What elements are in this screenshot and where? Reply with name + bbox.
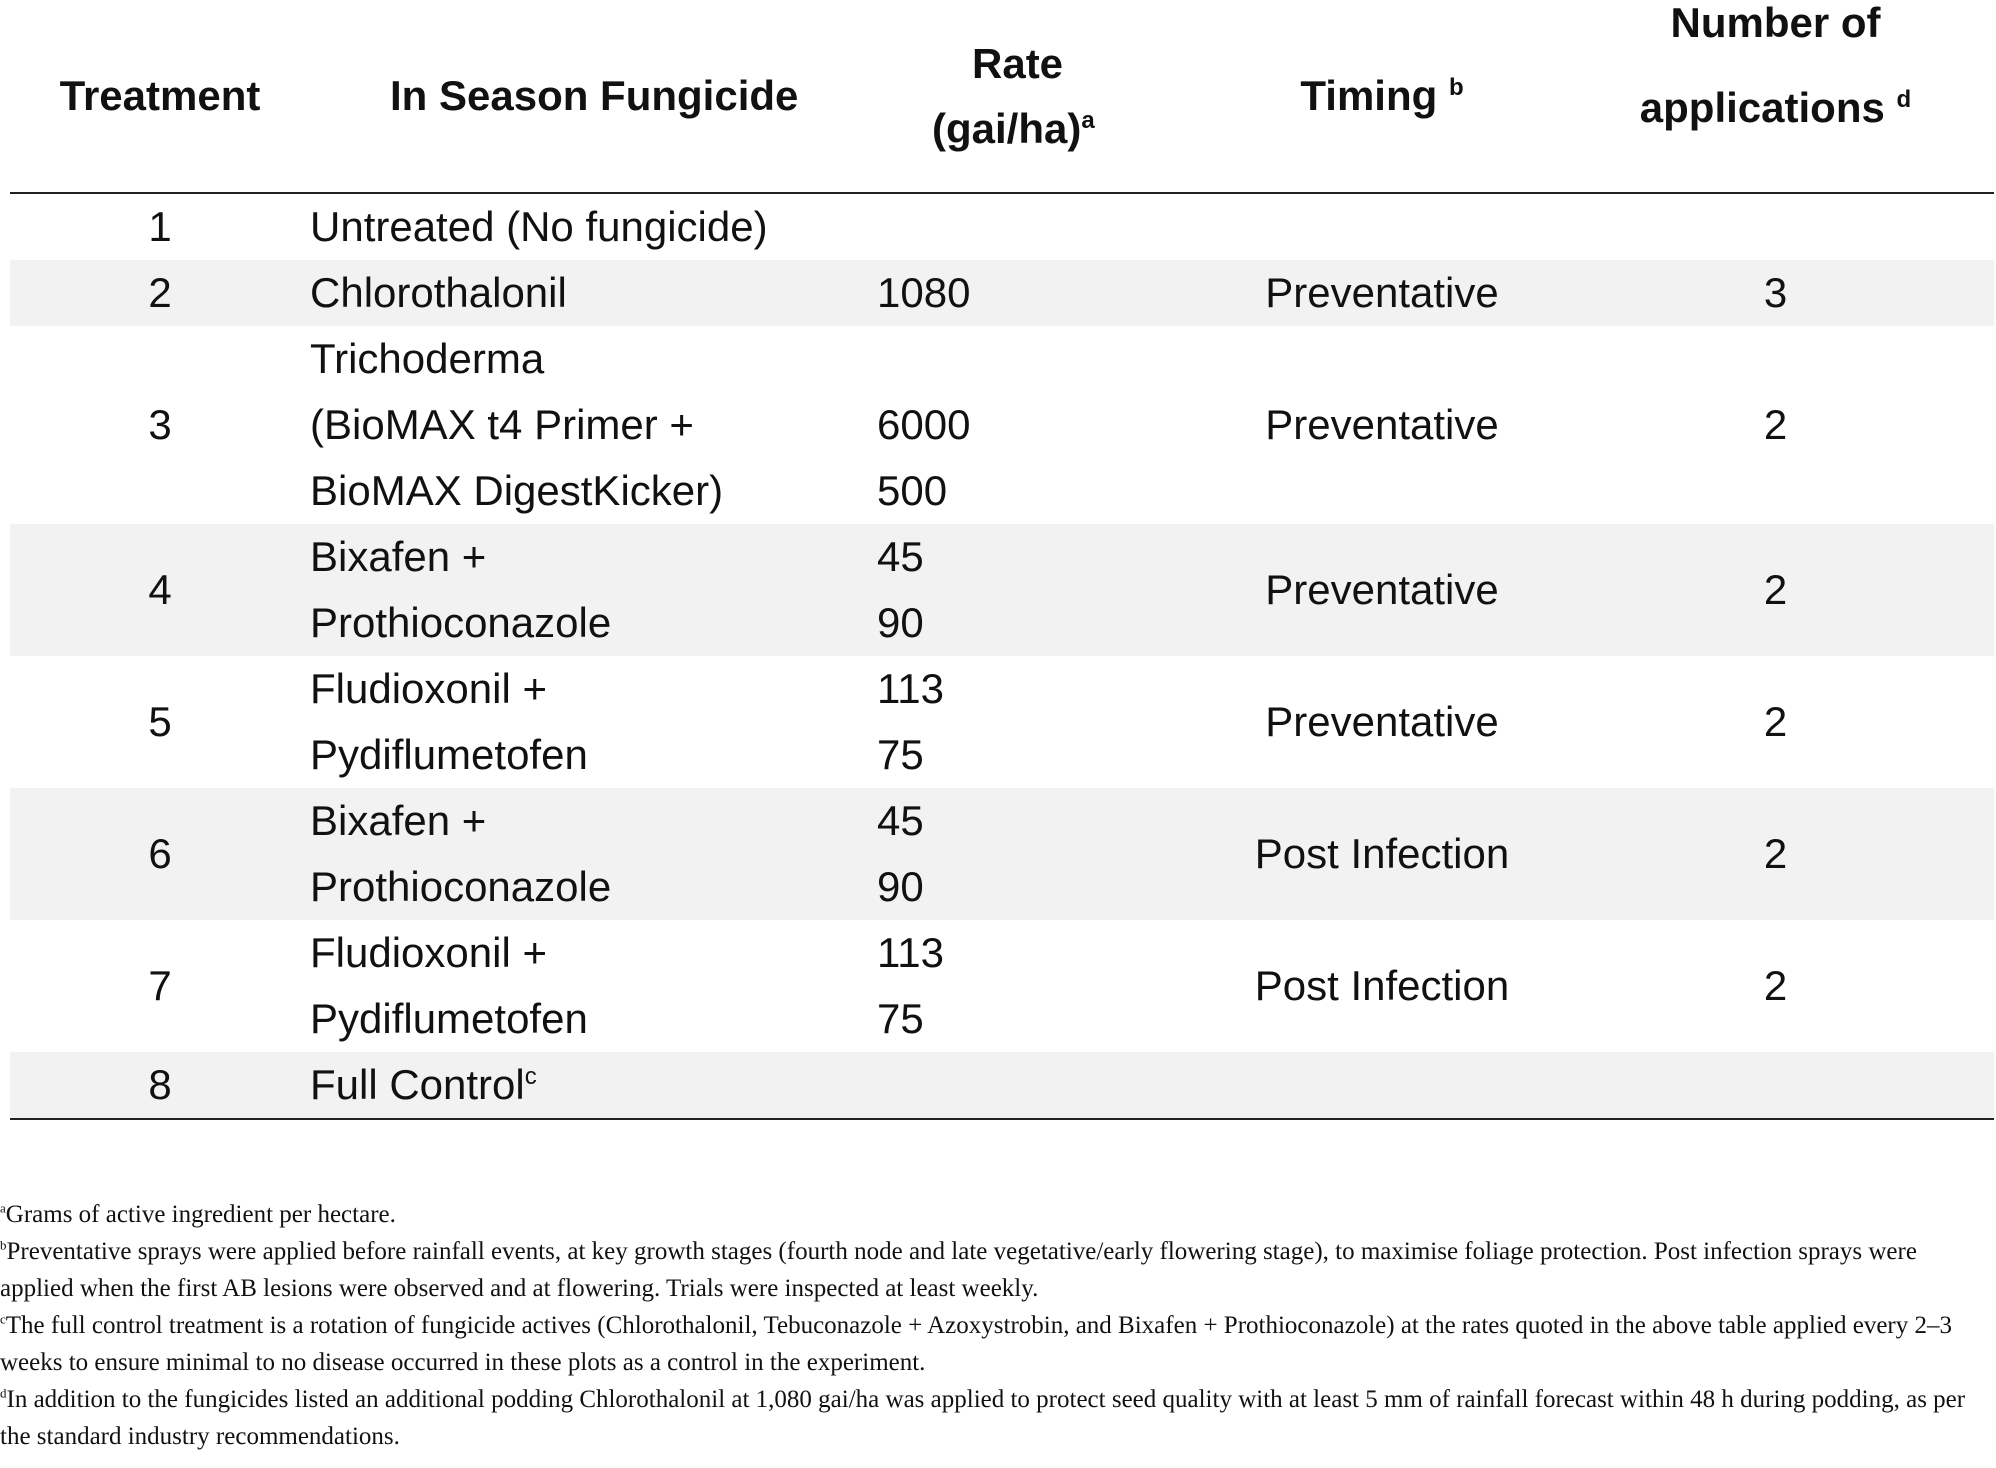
fungicide-line: Chlorothalonil (310, 269, 567, 316)
cell-treatment: 1 (148, 203, 172, 250)
rate-line: 113 (877, 665, 944, 712)
cell-timing: Preventative (1265, 401, 1499, 448)
table-row (10, 260, 1994, 326)
footnote-text: The full control treatment is a rotation of fungicide actives (Chlorothalonil, Tebuconazole + Azoxystrobin, and Bixafen + Prothioconazole) at the rates quoted in the above table applied every 2–3 weeks to ensure minimal to no disease occurred in these plots as a control in the experiment. (0, 1312, 1953, 1376)
cell-applications: 2 (1557, 788, 1994, 920)
cell-treatment: 5 (148, 698, 172, 745)
fungicide-line: (BioMAX t4 Primer + (310, 401, 694, 448)
rate-line: 500 (877, 467, 948, 514)
cell-timing: Preventative (1265, 698, 1499, 745)
cell-timing: Preventative (1207, 260, 1557, 326)
rate-line: 90 (877, 599, 924, 646)
footnote-text: Preventative sprays were applied before rainfall events, at key growth stages (fourth node and late vegetative/early flowering stage), to maximise foliage protection. Post infection sprays were applied when the first AB lesions were observed and at flowering. Trials were inspected at least weekly. (0, 1238, 1917, 1302)
footnote-text: Grams of active ingredient per hectare. (5, 1201, 396, 1228)
footnote (0, 1233, 1990, 1307)
cell-timing (1207, 1052, 1557, 1119)
rate-line: 75 (877, 731, 924, 778)
footnote-mark: b (0, 1237, 7, 1253)
rate-line: 1080 (877, 269, 971, 316)
fungicide-line: Prothioconazole (310, 863, 612, 910)
cell-timing: Post Infection (1254, 962, 1510, 1009)
footnote (0, 1381, 1990, 1455)
cell-fungicide (310, 326, 847, 524)
cell-applications: 2 (1763, 401, 1788, 448)
footnote-mark: d (0, 1385, 7, 1401)
header-apps (1557, 0, 1994, 193)
cell-rate (847, 788, 1207, 920)
header-apps-line1: Number of (1670, 0, 1881, 46)
fungicide-line: Full Control$^c$ (310, 1061, 537, 1108)
footnotes (0, 1196, 1990, 1455)
footnote-mark: a (0, 1200, 6, 1216)
header-rate (847, 0, 1207, 193)
header-apps-line2: applications (1639, 84, 1897, 131)
cell-fungicide (310, 1052, 847, 1119)
cell-rate (847, 1052, 1207, 1119)
cell-fungicide (310, 524, 847, 656)
rate-line (877, 1052, 1207, 1118)
footnote-mark: c (0, 1311, 6, 1327)
table-row (10, 656, 1994, 788)
fungicide-line: Fludioxonil + (310, 929, 547, 976)
header-timing: Timing $^b$ (1207, 0, 1557, 193)
header-rate-line1: Rate (972, 39, 1064, 87)
fungicide-sup: c (524, 1063, 537, 1090)
table-row (10, 326, 1994, 524)
header-rate-sup: a (1081, 107, 1095, 134)
cell-applications: 2 (1557, 524, 1994, 656)
cell-rate (847, 193, 1207, 260)
header-treatment: Treatment (10, 0, 310, 193)
cell-applications (1557, 1052, 1994, 1119)
rate-line: 45 (877, 797, 924, 844)
cell-timing: Preventative (1207, 524, 1557, 656)
fungicide-line: Fludioxonil + (310, 665, 547, 712)
table-body (10, 193, 1994, 1119)
fungicide-line: Bixafen + (310, 533, 487, 580)
fungicide-line: Bixafen + (310, 797, 487, 844)
footnote-text: In addition to the fungicides listed an additional podding Chlorothalonil at 1,080 gai/ha was applied to protect seed quality with at least 5 mm of rainfall forecast within 48 h during podding, as per the standard industry recommendations. (0, 1386, 1966, 1450)
fungicide-line: BioMAX DigestKicker) (310, 467, 724, 514)
fungicide-line: Prothioconazole (310, 599, 612, 646)
table-row (10, 788, 1994, 920)
cell-treatment: 4 (10, 524, 310, 656)
cell-fungicide (310, 260, 847, 326)
cell-fungicide (310, 193, 847, 260)
cell-treatment: 3 (148, 401, 172, 448)
rate-line (877, 326, 1207, 392)
rate-line (877, 194, 1207, 260)
cell-applications (1557, 193, 1994, 260)
footnote (0, 1196, 1990, 1233)
rate-line: 45 (877, 533, 924, 580)
cell-applications: 3 (1557, 260, 1994, 326)
cell-applications: 2 (1763, 698, 1788, 745)
cell-rate (847, 524, 1207, 656)
table-row (10, 920, 1994, 1052)
cell-rate (847, 920, 1207, 1052)
cell-treatment: 6 (10, 788, 310, 920)
cell-rate (847, 260, 1207, 326)
header-rate-line2: (gai/ha) (932, 105, 1082, 152)
cell-treatment: 2 (10, 260, 310, 326)
treatment-table (10, 0, 1994, 1120)
header-apps-sup: d (1896, 86, 1912, 113)
cell-fungicide (310, 788, 847, 920)
treatment-table-container (10, 0, 1994, 1120)
table-row (10, 193, 1994, 260)
cell-rate (847, 656, 1207, 788)
rate-line: 6000 (877, 401, 971, 448)
rate-line: 75 (877, 995, 924, 1042)
rate-line: 90 (877, 863, 924, 910)
fungicide-line: Pydiflumetofen (310, 731, 588, 778)
rate-line: 113 (877, 929, 944, 976)
cell-timing: Post Infection (1207, 788, 1557, 920)
cell-treatment: 8 (10, 1052, 310, 1119)
cell-treatment: 7 (148, 962, 172, 1009)
cell-rate (847, 326, 1207, 524)
fungicide-line: Pydiflumetofen (310, 995, 588, 1042)
header-timing-sup: b (1448, 74, 1464, 102)
cell-applications: 2 (1763, 962, 1788, 1009)
cell-timing (1207, 193, 1557, 260)
fungicide-line: Untreated (No fungicide) (310, 203, 768, 250)
fungicide-line: Trichoderma (310, 335, 545, 382)
cell-fungicide (310, 656, 847, 788)
table-row (10, 524, 1994, 656)
header-fungicide: In Season Fungicide (310, 0, 847, 193)
footnote (0, 1307, 1990, 1381)
table-row (10, 1052, 1994, 1119)
table-header-row (10, 0, 1994, 193)
cell-fungicide (310, 920, 847, 1052)
